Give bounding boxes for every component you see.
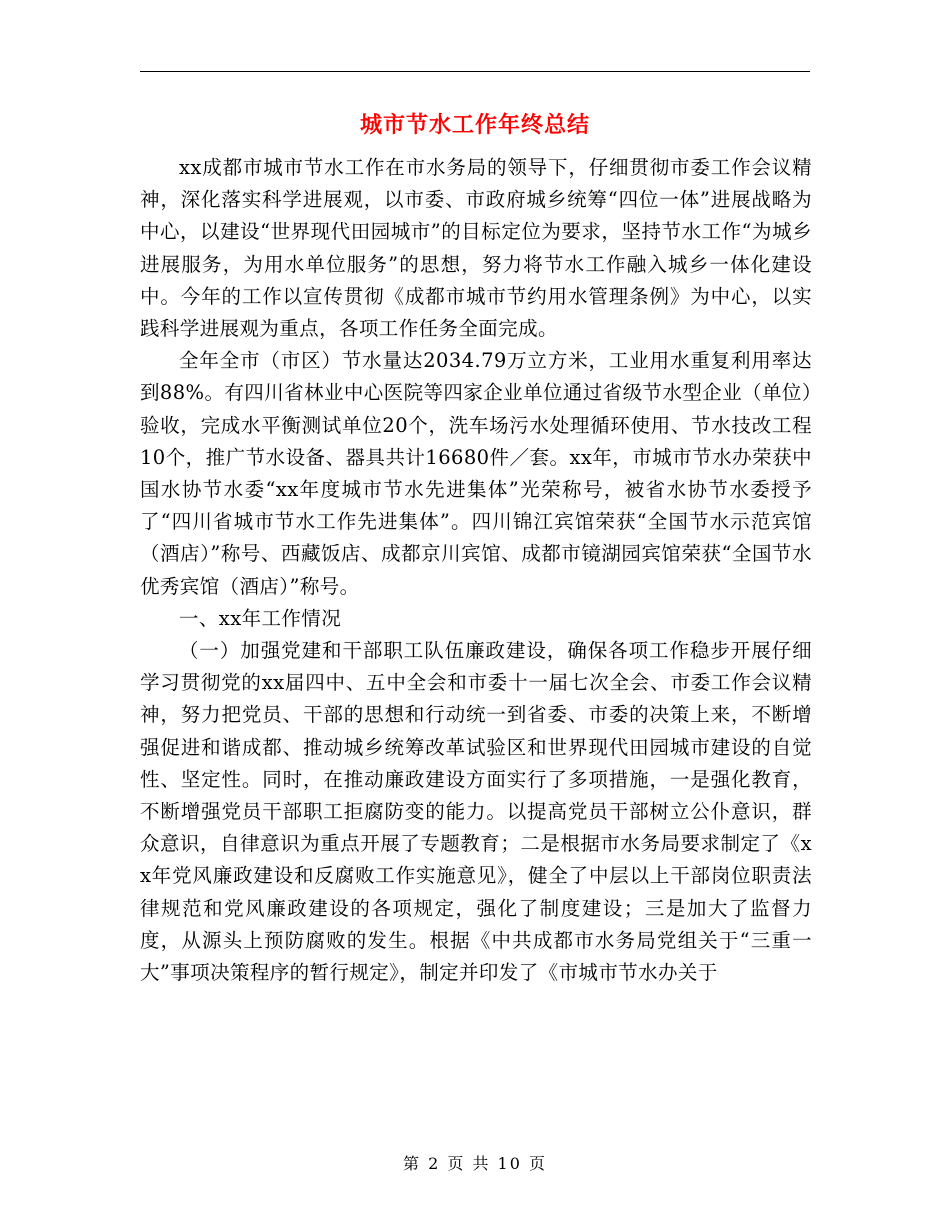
section-heading-work-status: 一、xx年工作情况 — [179, 606, 342, 630]
paragraph-intro: xx成都市城市节水工作在市水务局的领导下，仔细贯彻市委工作会议精神，深化落实科学进展观，以市委、市政府城乡统筹“四位一体”进展战略为中心，以建设“世界现代田园城市”的目标定位为要求，坚持节水工作“为城乡进展服务，为用水单位服务”的思想，努力将节水工作融入城乡一体化建设中。今年的工作以宣传贯彻《成都市城市节约用水管理条例》为中心，以实践科学进展观为重点，各项工作任务全面完成。 — [140, 156, 812, 341]
document-title: 城市节水工作年终总结 — [359, 112, 590, 138]
header-rule — [140, 71, 810, 72]
page-footer: 第 2 页 共 10 页 — [403, 1154, 547, 1173]
paragraph-party-building: （一）加强党建和干部职工队伍廉政建设，确保各项工作稳步开展仔细学习贯彻党的xx届四中、五中全会和市委十一届七次全会、市委工作会议精神，努力把党员、干部的思想和行动统一到省委、市委的决策上来，不断增强促进和谐成都、推动城乡统筹改革试验区和世界现代田园城市建设的自觉性、坚定性。同时，在推动廉政建设方面实行了多项措施，一是强化教育，不断增强党员干部职工拒腐防变的能力。以提高党员干部树立公仆意识，群众意识，自律意识为重点开展了专题教育；二是根据市水务局要求制定了《xx年党风廉政建设和反腐败工作实施意见》，健全了中层以上干部岗位职责法律规范和党风廉政建设的各项规定，强化了制度建设；三是加大了监督力度，从源头上预防腐败的发生。根据《中共成都市水务局党组关于“三重一大”事项决策程序的暂行规定》，制定并印发了《市城市节水办关于 — [140, 639, 812, 985]
paragraph-annual-results: 全年全市（市区）节水量达2034.79万立方米，工业用水重复利用率达到88%。有四川省林业中心医院等四家企业单位通过省级节水型企业（单位）验收，完成水平衡测试单位20个，洗车场污水处理循环使用、节水技改工程10个，推广节水设备、器具共计16680件／套。xx年，市城市节水办荣获中国水协节水委“xx年度城市节水先进集体”光荣称号，被省水协节水委授予了“四川省城市节水工作先进集体”。四川锦江宾馆荣获“全国节水示范宾馆（酒店）”称号、西藏饭店、成都京川宾馆、成都市镜湖园宾馆荣获“全国节水优秀宾馆（酒店）”称号。 — [140, 349, 812, 598]
document-body — [140, 152, 812, 989]
